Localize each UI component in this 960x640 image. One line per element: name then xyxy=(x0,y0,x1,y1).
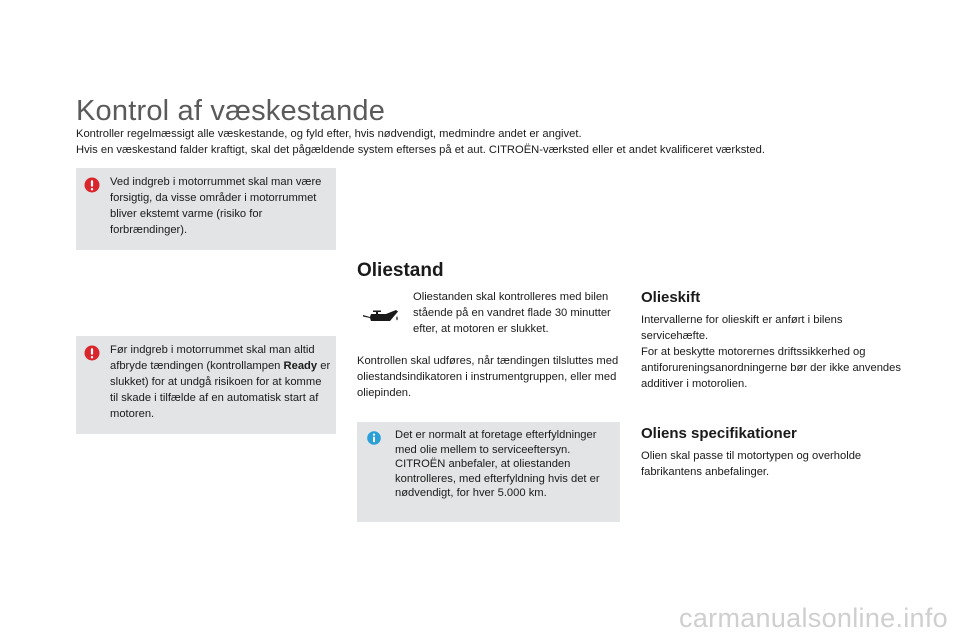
warning-box-ignition xyxy=(76,336,336,434)
ready-label: Ready xyxy=(283,360,318,372)
watermark: carmanualsonline.info xyxy=(679,603,948,633)
warning-icon xyxy=(84,345,100,361)
oil-level-heading: Oliestand xyxy=(357,260,444,281)
oil-change-heading: Olieskift xyxy=(641,289,701,306)
warning-icon xyxy=(84,177,100,193)
oil-change-text xyxy=(641,312,901,392)
info-icon xyxy=(367,431,381,445)
intro-line-2: Hvis en væskestand falder kraftigt, skal det pågældende system efterses på et aut. CITROËN-værksted eller et andet kvalificeret værksted. xyxy=(76,144,765,156)
oil-change-text-2: For at beskytte motorernes driftssikkerhed og antiforureningsanordningerne bør der ikke anvendes additiver i motorolien. xyxy=(641,346,901,390)
warning-ignition-text xyxy=(110,342,332,422)
intro-line-1: Kontroller regelmæssigt alle væskestande, og fyld efter, hvis nødvendigt, medmindre andet er angivet. xyxy=(76,128,582,140)
page-title: Kontrol af væskestande xyxy=(76,95,386,127)
oil-change-text-1: Intervallerne for olieskift er anført i bilens servicehæfte. xyxy=(641,314,843,342)
warning-ignition-text-after: er slukket) for at undgå risikoen for at komme til skade i tilfælde af en automatisk start af motoren. xyxy=(110,360,331,420)
oil-spec-text: Olien skal passe til motortypen og overholde fabrikantens anbefalinger. xyxy=(641,450,862,478)
info-box-topup xyxy=(357,422,620,522)
oil-spec-heading: Oliens specifikationer xyxy=(641,425,797,442)
warning-box-heat xyxy=(76,168,336,250)
info-topup-text: Det er normalt at foretage efterfyldninger med olie mellem to serviceeftersyn. CITROËN anbefaler, at oliestanden kontrolleres, med efterfyldning hvis det er nødvendigt, for hver 5.000 km. xyxy=(395,429,600,499)
intro-text xyxy=(76,126,936,158)
oil-can-icon xyxy=(360,306,400,328)
warning-ignition-text-before: Før indgreb i motorrummet skal man altid afbryde tændingen (kontrollampen xyxy=(110,344,315,372)
oil-level-text-1: Oliestanden skal kontrolleres med bilen stående på en vandret flade 30 minutter efter, at motoren er slukket. xyxy=(413,291,611,335)
warning-heat-text: Ved indgreb i motorrummet skal man være forsigtig, da visse områder i motorrummet bliver ekstemt varme (risiko for forbrændinger). xyxy=(110,176,322,236)
oil-level-text-2: Kontrollen skal udføres, når tændingen tilsluttes med oliestandsindikatoren i instrumentgruppen, eller med oliepinden. xyxy=(357,355,619,399)
